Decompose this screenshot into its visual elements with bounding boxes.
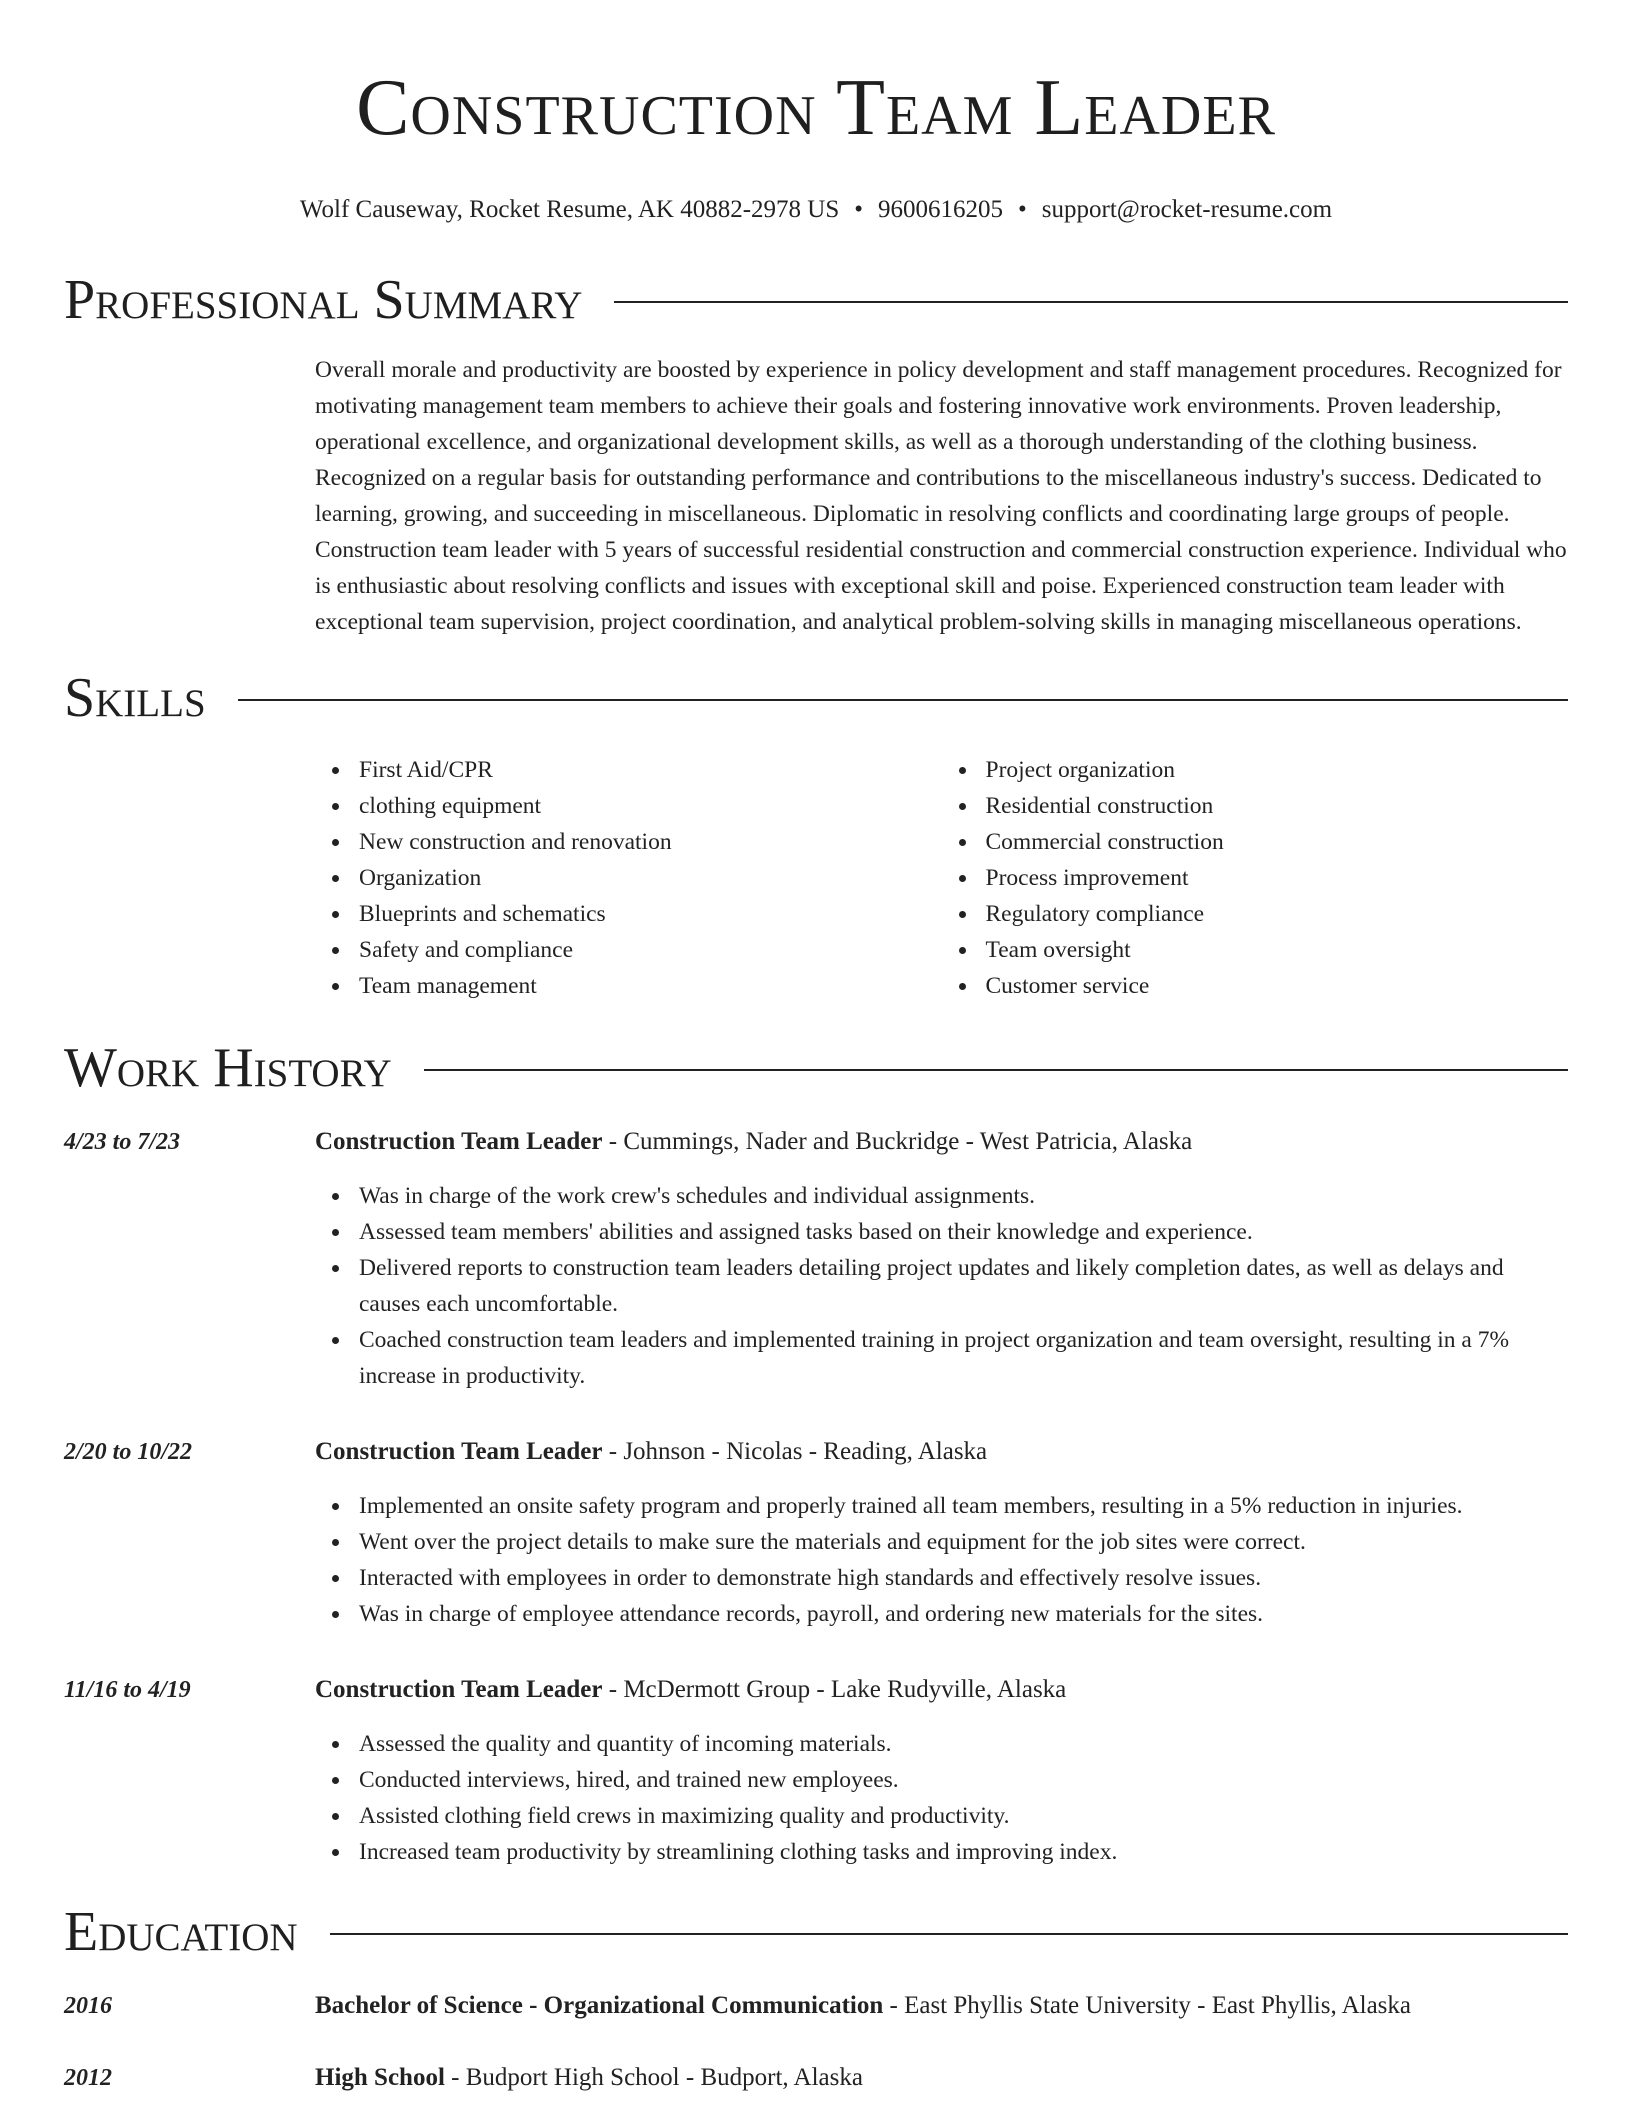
section-divider bbox=[614, 301, 1568, 303]
job-bullets bbox=[315, 1488, 1568, 1632]
section-divider bbox=[424, 1069, 1568, 1071]
contact-line bbox=[64, 194, 1568, 226]
skill-item: Process improvement bbox=[942, 860, 1569, 896]
job-title-line bbox=[315, 1434, 1568, 1470]
section-divider bbox=[330, 1933, 1568, 1935]
work-section-header bbox=[64, 1036, 1568, 1100]
education-degree: Bachelor of Science - Organizational Communication bbox=[315, 1992, 884, 2019]
contact-phone: 9600616205 bbox=[878, 196, 1004, 223]
job-bullet: Assisted clothing field crews in maximizing quality and productivity. bbox=[315, 1798, 1568, 1834]
job-employer: - McDermott Group - Lake Rudyville, Alaska bbox=[602, 1676, 1067, 1703]
job-bullets bbox=[315, 1178, 1568, 1394]
job-bullet: Coached construction team leaders and implemented training in project organization and team oversight, resulting in a 7% increase in productivity. bbox=[315, 1322, 1568, 1394]
skill-item: clothing equipment bbox=[315, 788, 942, 824]
job-dates: 11/16 to 4/19 bbox=[64, 1677, 191, 1703]
job-employer: - Cummings, Nader and Buckridge - West Patricia, Alaska bbox=[602, 1128, 1193, 1155]
skill-item: Project organization bbox=[942, 752, 1569, 788]
job-bullet: Went over the project details to make sure the materials and equipment for the job sites were correct. bbox=[315, 1524, 1568, 1560]
education-line bbox=[315, 2060, 1568, 2096]
education-year: 2012 bbox=[64, 2065, 112, 2091]
skills-column-left bbox=[315, 752, 942, 1004]
job-bullet: Increased team productivity by streamlining clothing tasks and improving index. bbox=[315, 1834, 1568, 1870]
contact-email: support@rocket-resume.com bbox=[1041, 196, 1333, 223]
contact-separator: • bbox=[854, 196, 864, 223]
skill-item: Commercial construction bbox=[942, 824, 1569, 860]
job-entry bbox=[64, 1672, 1568, 1870]
summary-heading: Professional Summary bbox=[64, 269, 583, 331]
job-bullet: Interacted with employees in order to demonstrate high standards and effectively resolve issues. bbox=[315, 1560, 1568, 1596]
skill-item: Organization bbox=[315, 860, 942, 896]
skill-item: New construction and renovation bbox=[315, 824, 942, 860]
job-title-line bbox=[315, 1124, 1568, 1160]
education-school: - East Phyllis State University - East Phyllis, Alaska bbox=[883, 1992, 1411, 2019]
summary-section-header bbox=[64, 268, 1568, 332]
job-dates: 4/23 to 7/23 bbox=[64, 1129, 181, 1155]
skill-item: Team management bbox=[315, 968, 942, 1004]
skills-section-header bbox=[64, 666, 1568, 730]
skill-item: Blueprints and schematics bbox=[315, 896, 942, 932]
candidate-name: Construction Team Leader bbox=[356, 64, 1276, 152]
education-year: 2016 bbox=[64, 1993, 112, 2019]
skill-item: Residential construction bbox=[942, 788, 1569, 824]
education-entry bbox=[64, 1988, 1568, 2024]
section-divider bbox=[238, 699, 1568, 701]
job-bullet: Was in charge of employee attendance records, payroll, and ordering new materials for the sites. bbox=[315, 1596, 1568, 1632]
skills-column-right bbox=[942, 752, 1569, 1004]
summary-text: Overall morale and productivity are boosted by experience in policy development and staff management procedures. Recognized for motivating management team members to achieve their goals and fostering innovative work environments. Proven leadership, operational excellence, and organizational development skills, as well as a thorough understanding of the clothing business. Recognized on a regular basis for outstanding performance and contributions to the miscellaneous industry's success. Dedicated to learning, growing, and succeeding in miscellaneous. Diplomatic in resolving conflicts and coordinating large groups of people. Construction team leader with 5 years of successful residential construction and commercial construction experience. Individual who is enthusiastic about resolving conflicts and issues with exceptional skill and poise. Experienced construction team leader with exceptional team supervision, project coordination, and analytical problem-solving skills in managing miscellaneous operations. bbox=[315, 357, 1567, 635]
job-entry bbox=[64, 1434, 1568, 1632]
job-bullet: Was in charge of the work crew's schedules and individual assignments. bbox=[315, 1178, 1568, 1214]
skills-list bbox=[315, 752, 1568, 1004]
education-school: - Budport High School - Budport, Alaska bbox=[444, 2064, 863, 2091]
job-bullet: Delivered reports to construction team leaders detailing project updates and likely completion dates, as well as delays and causes each uncomfortable. bbox=[315, 1250, 1568, 1322]
education-entry bbox=[64, 2060, 1568, 2096]
skill-item: Team oversight bbox=[942, 932, 1569, 968]
skill-item: First Aid/CPR bbox=[315, 752, 942, 788]
job-bullets bbox=[315, 1726, 1568, 1870]
skill-item: Regulatory compliance bbox=[942, 896, 1569, 932]
job-employer: - Johnson - Nicolas - Reading, Alaska bbox=[602, 1438, 988, 1465]
work-heading: Work History bbox=[64, 1037, 392, 1099]
contact-separator: • bbox=[1018, 196, 1027, 223]
job-title-line bbox=[315, 1672, 1568, 1708]
job-bullet: Implemented an onsite safety program and properly trained all team members, resulting in a 5% reduction in injuries. bbox=[315, 1488, 1568, 1524]
education-heading: Education bbox=[64, 1901, 298, 1963]
education-section-header bbox=[64, 1900, 1568, 1964]
skill-item: Safety and compliance bbox=[315, 932, 942, 968]
job-bullet: Assessed the quality and quantity of incoming materials. bbox=[315, 1726, 1568, 1762]
job-dates: 2/20 to 10/22 bbox=[64, 1439, 193, 1465]
skills-heading: Skills bbox=[64, 667, 206, 729]
education-degree: High School bbox=[315, 2064, 445, 2091]
job-bullet: Conducted interviews, hired, and trained new employees. bbox=[315, 1762, 1568, 1798]
job-title: Construction Team Leader bbox=[315, 1128, 603, 1155]
education-line bbox=[315, 1988, 1568, 2024]
job-title: Construction Team Leader bbox=[315, 1676, 603, 1703]
skill-item: Customer service bbox=[942, 968, 1569, 1004]
job-bullet: Assessed team members' abilities and assigned tasks based on their knowledge and experience. bbox=[315, 1214, 1568, 1250]
job-entry bbox=[64, 1124, 1568, 1394]
contact-address: Wolf Causeway, Rocket Resume, AK 40882-2978 US bbox=[299, 196, 840, 223]
job-title: Construction Team Leader bbox=[315, 1438, 603, 1465]
